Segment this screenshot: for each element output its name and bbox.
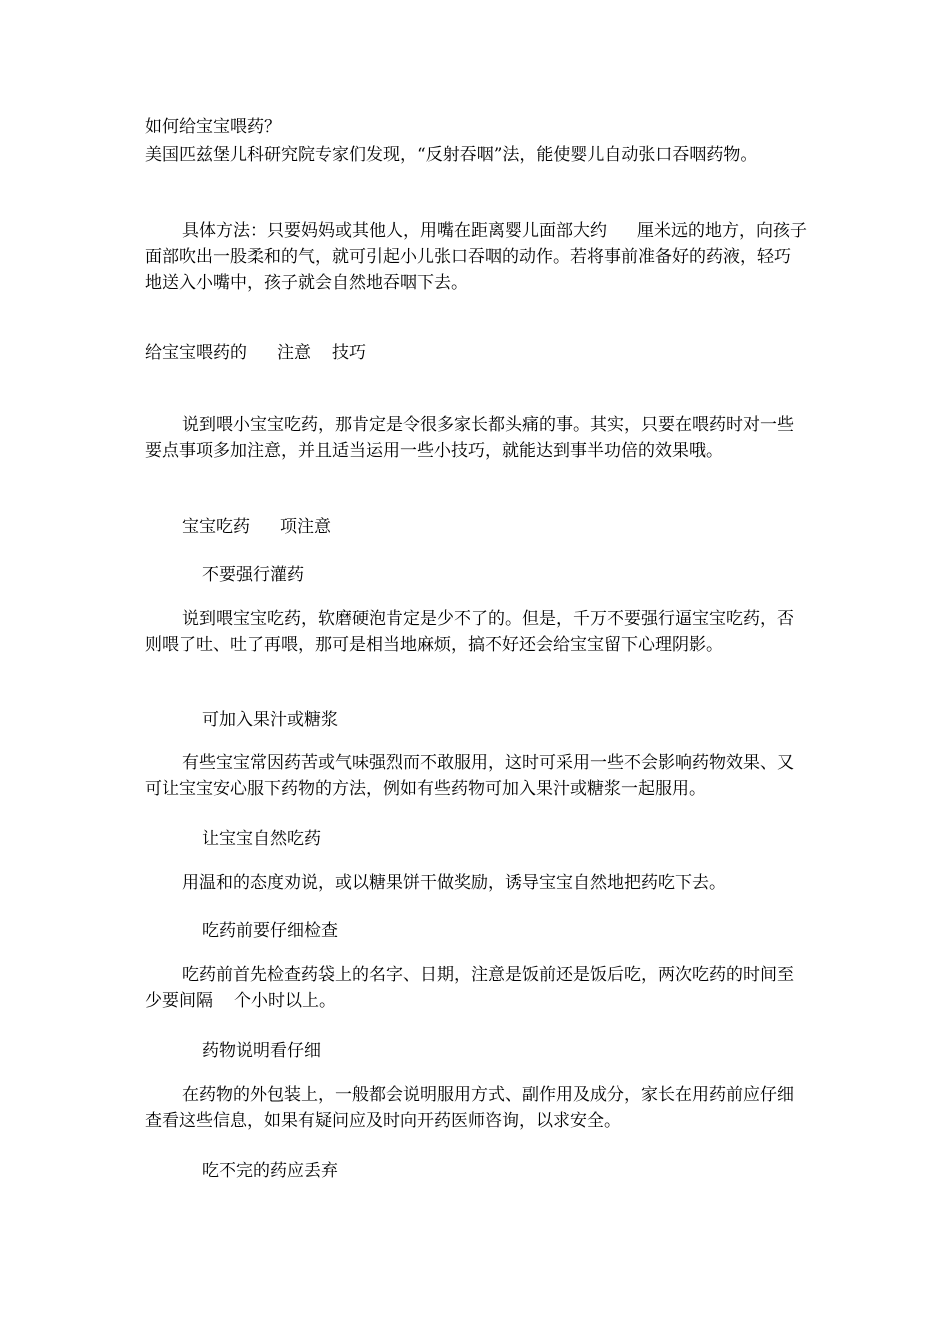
item-body: 有些宝宝常因药苦或气味强烈而不敢服用，这时可采用一些不会影响药物效果、又可让宝宝安心服下药物的方法，例如有些药物可加入果汁或糖浆一起服用。 [145, 753, 794, 799]
item-body: 说到喂宝宝吃药，软磨硬泡肯定是少不了的。但是，千万不要强行逼宝宝吃药，否则喂了吐、吐了再喂，那可是相当地麻烦，搞不好还会给宝宝留下心理阴影。 [145, 609, 794, 655]
tips-heading-part: 给宝宝喂药的 [145, 343, 247, 363]
method-text-before: 具体方法：只要妈妈或其他人，用嘴在距离婴儿面部大约 [182, 221, 607, 241]
method-paragraph [145, 218, 807, 296]
tips-heading-part: 技巧 [332, 343, 366, 363]
tips-intro-paragraph: 说到喂小宝宝吃药，那肯定是令很多家长都头痛的事。其实，只要在喂药时对一些要点事项多加注意，并且适当运用一些小技巧，就能达到事半功倍的效果哦。 [145, 415, 794, 461]
item-body-text: 个小时以上。 [234, 991, 336, 1011]
page-title: 如何给宝宝喂药？ [145, 117, 281, 137]
item-heading: 吃药前要仔细检查 [202, 921, 338, 941]
method-text-after: 厘米远的地方，向孩子面部吹出一股柔和的气，就可引起小儿张口吞咽的动作。若将事前准备好的药液，轻巧地送入小嘴中，孩子就会自然地吞咽下去。 [145, 221, 807, 293]
item-body [145, 962, 807, 1014]
item-body-text: 吃药前首先检查药袋上的名字、日期，注意是饭前还是饭后吃，两次吃药的时间至少要间隔 [145, 965, 794, 1011]
notes-heading-part: 项注意 [280, 517, 331, 537]
tips-heading-part: 注意 [277, 343, 311, 363]
tips-heading [145, 340, 807, 366]
item-body: 用温和的态度劝说，或以糖果饼干做奖励，诱导宝宝自然地把药吃下去。 [182, 873, 726, 893]
intro-paragraph: 美国匹兹堡儿科研究院专家们发现，“反射吞咽”法，能使婴儿自动张口吞咽药物。 [145, 145, 758, 165]
item-heading: 药物说明看仔细 [202, 1041, 321, 1061]
item-heading: 不要强行灌药 [202, 565, 304, 585]
item-heading: 让宝宝自然吃药 [202, 829, 321, 849]
item-heading: 可加入果汁或糖浆 [202, 710, 338, 730]
item-heading: 吃不完的药应丢弃 [202, 1161, 338, 1181]
notes-heading-part: 宝宝吃药 [182, 517, 250, 537]
item-body: 在药物的外包装上，一般都会说明服用方式、副作用及成分，家长在用药前应仔细查看这些信息，如果有疑问应及时向开药医师咨询，以求安全。 [145, 1085, 794, 1131]
notes-heading [145, 514, 807, 540]
